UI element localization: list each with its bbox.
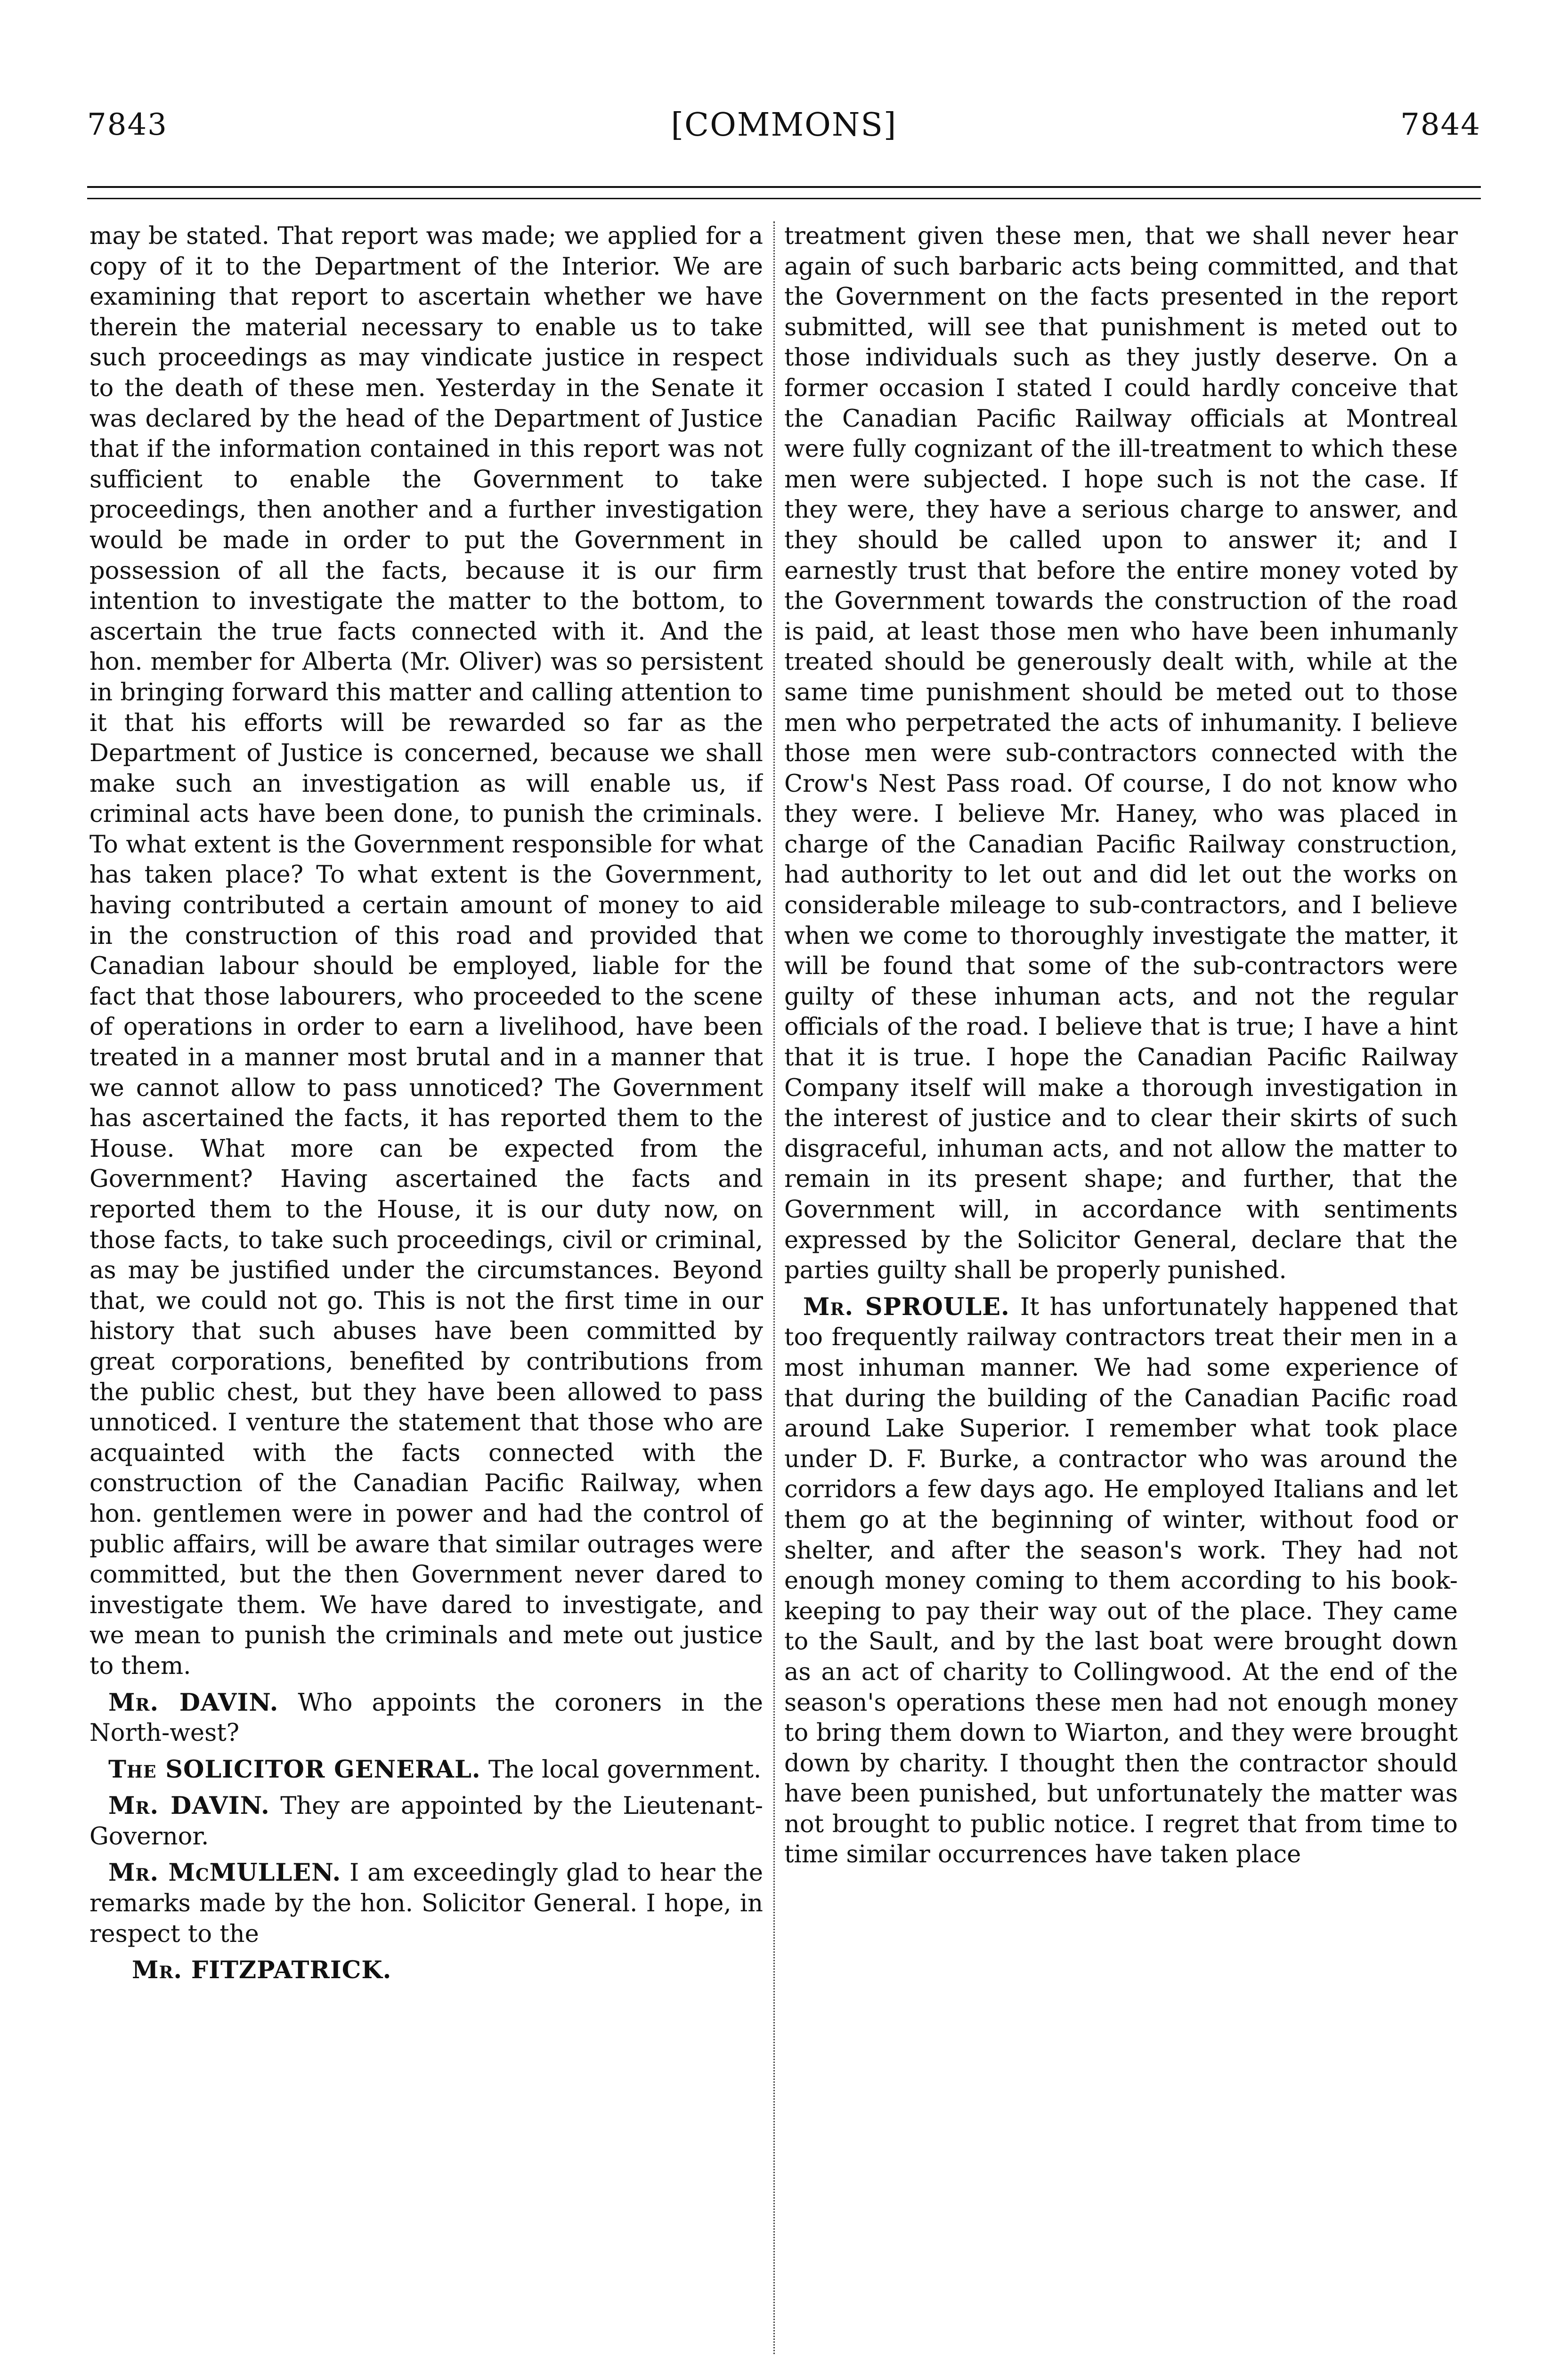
speaker-name: Mr. McMULLEN.: [108, 1859, 341, 1887]
speech-text: They are appointed by the Lieutenant-Governor.: [89, 1792, 763, 1851]
footer-speaker-note: Mr. FITZPATRICK.: [132, 1956, 392, 1985]
header-rule-bottom: [87, 198, 1481, 199]
left-page-number: 7843: [87, 107, 168, 142]
speech-solicitor-general: [89, 1754, 763, 1786]
speech-mcmullen: [89, 1858, 763, 1949]
speech-davin-1: [89, 1688, 763, 1749]
speech-text: Who appoints the coroners in the North-west?: [89, 1689, 763, 1747]
speech-davin-2: [89, 1791, 763, 1852]
speaker-name: Mr. DAVIN.: [108, 1792, 270, 1820]
speaker-name: Mr. SPROULE.: [803, 1292, 1010, 1321]
speech-text: I am exceedingly glad to hear the remarks made by the hon. Solicitor General. I hope, in respect to the: [89, 1859, 763, 1948]
section-title: [COMMONS]: [671, 106, 897, 144]
right-column: [784, 221, 1458, 2355]
speaker-name: The SOLICITOR GENERAL.: [108, 1755, 481, 1784]
right-paragraph-continuation: treatment given these men, that we shall never hear again of such barbaric acts being committed, and that the Government on the facts presented in the report submitted, will see that punishment is meted out to those individuals such as they justly deserve. On a former occasion I stated I could hardly conceive that the Canadian Pacific Railway officials at Montreal were fully cognizant of the ill-treatment to which these men were subjected. I hope such is not the case. If they were, they have a serious charge to answer, and they should be called upon to answer it; and I earnestly trust that before the entire money voted by the Government towards the construction of the road is paid, at least those men who have been inhumanly treated should be generously dealt with, while at the same time punishment should be meted out to those men who perpetrated the acts of inhumanity. I believe those men were sub-contractors connected with the Crow's Nest Pass road. Of course, I do not know who they were. I believe Mr. Haney, who was placed in charge of the Canadian Pacific Railway construction, had authority to let out and did let out the works on considerable mileage to sub-contractors, and I believe when we come to thoroughly investigate the matter, it will be found that some of the sub-contractors were guilty of these inhuman acts, and not the regular officials of the road. I believe that is true; I have a hint that it is true. I hope the Canadian Pacific Railway Company itself will make a thorough investigation in the interest of justice and to clear their skirts of such disgraceful, inhuman acts, and not allow the matter to remain in its present shape; and further, that the Government will, in accordance with sentiments expressed by the Solicitor General, declare that the parties guilty shall be properly punished.: [784, 222, 1458, 1285]
left-paragraph-continuation: may be stated. That report was made; we applied for a copy of it to the Department of the Interior. We are examining that report to ascertain whether we have therein the material necessary to enable us to take such proceedings as may vindicate justice in respect to the death of these men. Yesterday in the Senate it was declared by the head of the Department of Justice that if the information contained in this report was not sufficient to enable the Government to take proceedings, then another and a further investigation would be made in order to put the Government in possession of all the facts, because it is our firm intention to investigate the matter to the bottom, to ascertain the true facts connected with it. And the hon. member for Alberta (Mr. Oliver) was so persistent in bringing forward this matter and calling attention to it that his efforts will be rewarded so far as the Department of Justice is concerned, because we shall make such an investigation as will enable us, if criminal acts have been done, to punish the criminals. To what extent is the Government responsible for what has taken place? To what extent is the Government, having contributed a certain amount of money to aid in the construction of this road and provided that Canadian labour should be employed, liable for the fact that those labourers, who proceeded to the scene of operations in order to earn a livelihood, have been treated in a manner most brutal and in a manner that we cannot allow to pass unnoticed? The Government has ascertained the facts, it has reported them to the House. What more can be expected from the Government? Having ascertained the facts and reported them to the House, it is our duty now, on those facts, to take such proceedings, civil or criminal, as may be justified under the circumstances. Beyond that, we could not go. This is not the first time in our history that such abuses have been committed by great corporations, benefited by contributions from the public chest, but they have been allowed to pass unnoticed. I venture the statement that those who are acquainted with the facts connected with the construction of the Canadian Pacific Railway, when hon. gentlemen were in power and had the control of public affairs, will be aware that similar outrages were committed, but the then Government never dared to investigate them. We have dared to investigate, and we mean to punish the criminals and mete out justice to them.: [89, 222, 763, 1680]
header-rule-top: [87, 186, 1481, 188]
right-page-number: 7844: [1400, 107, 1481, 142]
page-header: [87, 104, 1481, 146]
speech-sproule: [784, 1292, 1458, 1870]
speech-text: The local government.: [488, 1755, 762, 1784]
speaker-name: Mr. DAVIN.: [108, 1688, 279, 1717]
speech-text: It has unfortunately happened that too frequently railway contractors treat their men in a most inhuman manner. We had some experience of that during the building of the Canadian Pacific road around Lake Superior. I remember what took place under D. F. Burke, a contractor who was around the corridors a few days ago. He employed Italians and let them go at the beginning of winter, without food or shelter, and after the season's work. They had not enough money coming to them according to his book-keeping to pay their way out of the place. They came to the Sault, and by the last boat were brought down as an act of charity to Collingwood. At the end of the season's operations these men had not enough money to bring them down to Wiarton, and they were brought down by charity. I thought then the contractor should have been punished, but unfortunately the matter was not brought to public notice. I regret that from time to time similar occurrences have taken place: [784, 1293, 1458, 1869]
left-column: [89, 221, 763, 2355]
column-divider: [773, 221, 775, 2355]
